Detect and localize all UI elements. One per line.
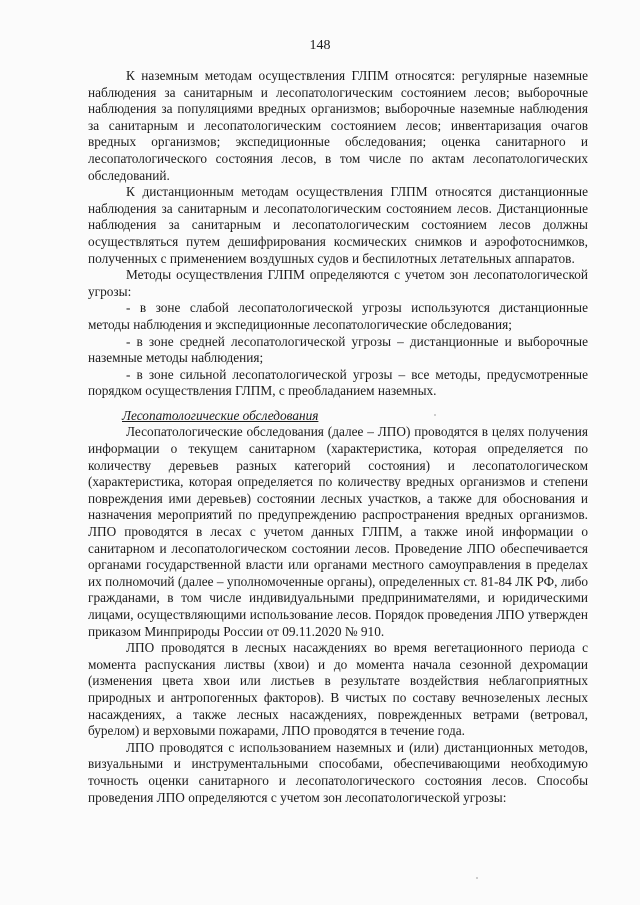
list-item-strong-threat-zone: - в зоне сильной лесопатологической угрозы – все методы, предусмотренные порядком осуществления ГЛПМ, с преобладанием наземных.	[88, 366, 588, 399]
scan-speck	[434, 414, 436, 416]
paragraph-lpo-period: ЛПО проводятся в лесных насаждениях во время вегетационного периода с момента распускания листвы (хвои) и до момента начала сезонной дехромации (изменения цвета хвои или листьев в результате воздействия неблагоприятных природных и антропогенных факторов). В чистых по составу вечнозеленых лесных насаждениях, а также лесных насаждениях, поврежденных ветрами (ветровал, бурелом) и верховыми пожарами, ЛПО проводятся в течение года.	[88, 640, 588, 739]
paragraph-ground-methods: К наземным методам осуществления ГЛПМ относятся: регулярные наземные наблюдения за санитарным и лесопатологическим состоянием лесов; выборочные наблюдения за популяциями вредных организмов; выборочные наземные наблюдения за санитарным и лесопатологическим состоянием лесов; инвентаризация очагов вредных организмов; экспедиционные обследования; оценка санитарного и лесопатологического состояния лесов, в том числе по актам лесопатологических обследований.	[88, 68, 588, 183]
document-body	[88, 68, 588, 806]
paragraph-methods-by-zone: Методы осуществления ГЛПМ определяются с учетом зон лесопатологической угрозы:	[88, 267, 588, 299]
paragraph-lpo-definition: Лесопатологические обследования (далее – ЛПО) проводятся в целях получения информации о текущем санитарном (характеристика, которая определяется по количеству деревьев разных категорий состояния) и лесопатологическом (характеристика, которая определяется по количеству вредных организмов и степени повреждения ими деревьев) состоянии лесных участков, а также для обоснования и назначения мероприятий по предупреждению распространения вредных организмов. ЛПО проводятся в лесах с учетом данных ГЛПМ, а также иной информации о санитарном и лесопатологическом состоянии лесов. Проведение ЛПО обеспечивается органами государственной власти или органами местного самоуправления в пределах их полномочий (далее – уполномоченные органы), определенных ст. 81-84 ЛК РФ, либо гражданами, в том числе индивидуальными предпринимателями, и юридическими лицами, осуществляющими использование лесов. Порядок проведения ЛПО утвержден приказом Минприроды России от 09.11.2020 № 910.	[88, 424, 588, 639]
list-item-weak-threat-zone: - в зоне слабой лесопатологической угрозы используются дистанционные методы наблюдения и экспедиционные лесопатологические обследования;	[88, 300, 588, 332]
section-heading: Лесопатологические обследования	[122, 407, 319, 423]
page-number: 148	[309, 38, 331, 53]
paragraph-lpo-methods: ЛПО проводятся с использованием наземных и (или) дистанционных методов, визуальными и инструментальными способами, обеспечивающими необходимую точность оценки санитарного и лесопатологического состояния лесов. Способы проведения ЛПО определяются с учетом зон лесопатологической угрозы:	[88, 739, 588, 805]
scan-speck	[476, 877, 478, 879]
list-item-medium-threat-zone: - в зоне средней лесопатологической угрозы – дистанционные и выборочные наземные методы наблюдения;	[88, 333, 588, 366]
paragraph-remote-methods: К дистанционным методам осуществления ГЛПМ относятся дистанционные наблюдения за санитарным и лесопатологическим состоянием лесов. Дистанционные наблюдения за санитарным и лесопатологическим состоянием лесов должны осуществляться путем дешифрирования космических снимков и аэрофотоснимков, полученных с применением воздушных судов и беспилотных летательных аппаратов.	[88, 184, 588, 266]
